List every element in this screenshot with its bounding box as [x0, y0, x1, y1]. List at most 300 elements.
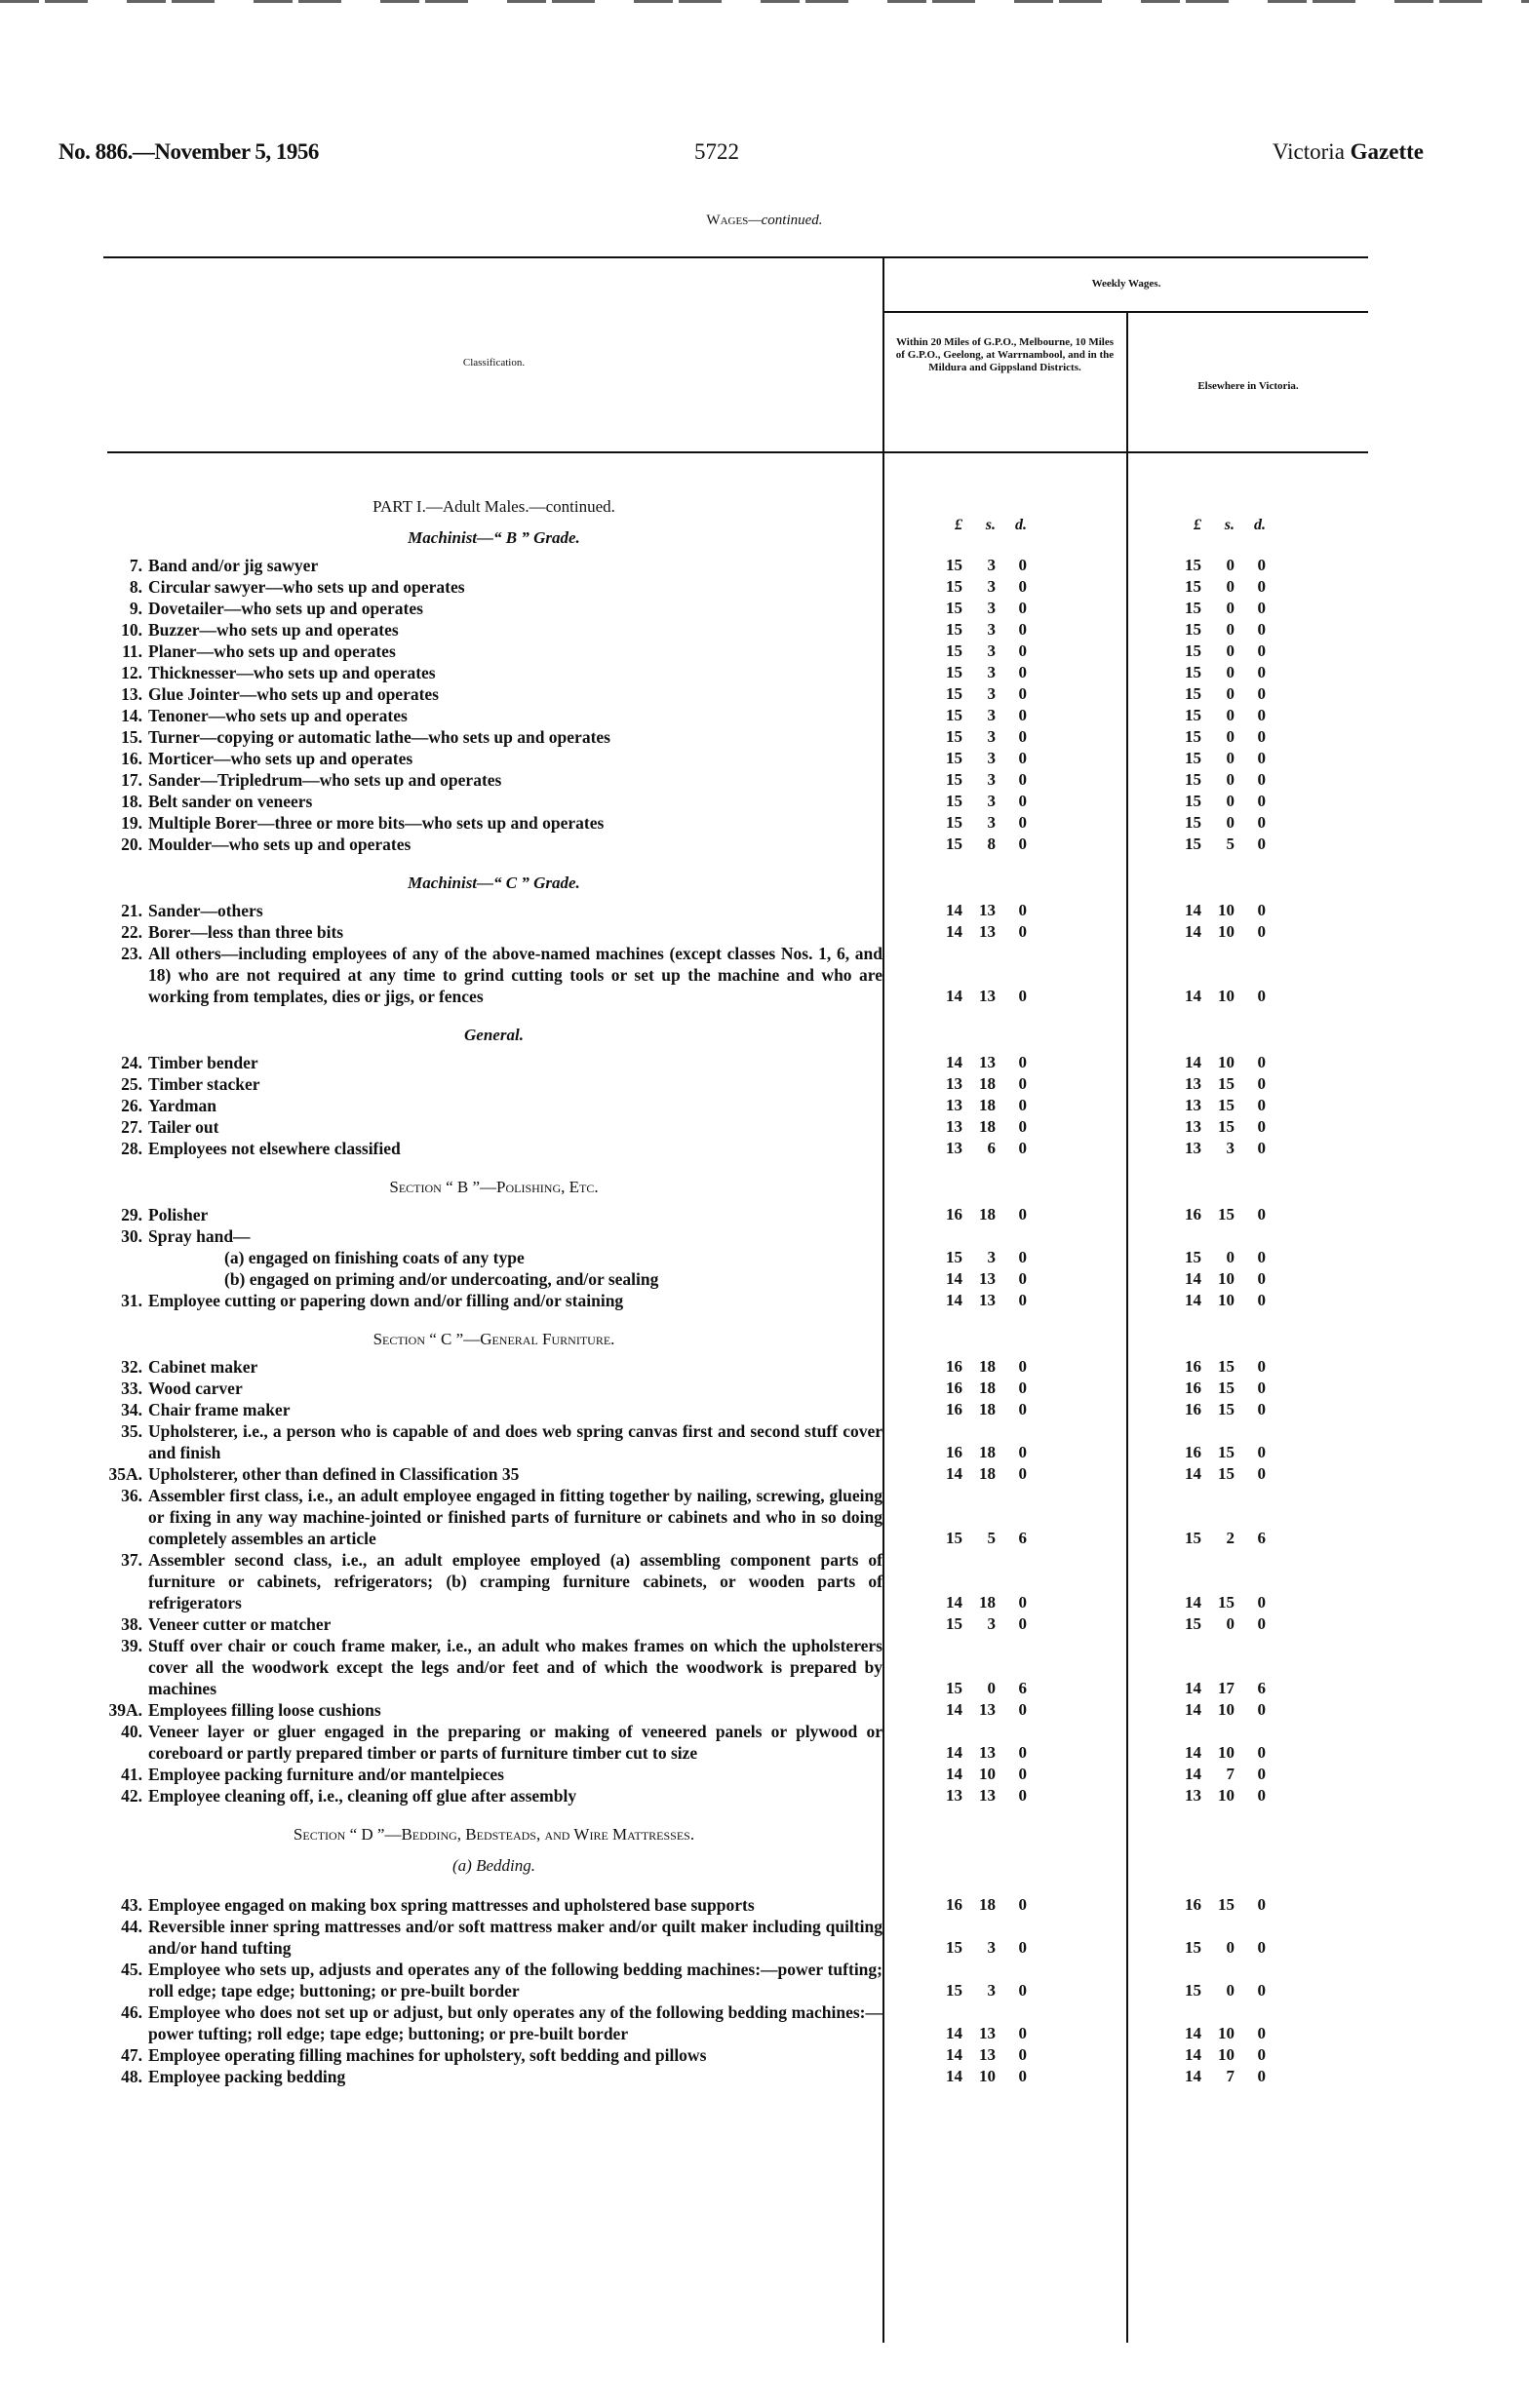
wage-pence: 6 [1018, 1529, 1027, 1547]
wage-within-20-miles [939, 1442, 1076, 1463]
wage-pence: 0 [1257, 663, 1266, 681]
wage-pounds: 14 [1185, 1700, 1201, 1719]
wage-pounds: 14 [1185, 1269, 1201, 1288]
classification-number: 39A. [108, 1700, 142, 1720]
wage-elsewhere [1178, 1247, 1314, 1268]
wage-pounds: 16 [1185, 1400, 1201, 1418]
classification-text: Band and/or jig sawyer [148, 556, 319, 575]
wage-shillings: 3 [987, 706, 996, 724]
section-subheading: (a) Bedding. [452, 1856, 535, 1875]
wage-shillings: 10 [1218, 1786, 1235, 1805]
wage-pounds: 14 [946, 1700, 962, 1719]
wage-shillings: 0 [1226, 792, 1235, 810]
wage-elsewhere [1178, 1073, 1314, 1095]
classification-number: 28. [121, 1139, 142, 1158]
wage-elsewhere [1178, 748, 1314, 769]
table-row [105, 662, 1368, 683]
wage-pence: 0 [1257, 1117, 1266, 1136]
classification-cell [105, 1549, 882, 1613]
wage-shillings: 18 [979, 1074, 996, 1093]
table-row [105, 1785, 1368, 1806]
wage-pence: 0 [1018, 922, 1027, 941]
wage-within-20-miles [939, 1699, 1076, 1721]
wage-pence: 0 [1257, 813, 1266, 832]
classification-cell [105, 1785, 882, 1806]
wage-pence: 0 [1018, 727, 1027, 746]
wage-pence: 0 [1257, 2024, 1266, 2042]
wage-pence: 0 [1257, 792, 1266, 810]
wage-pence: 0 [1018, 1786, 1027, 1805]
classification-header: Classification. [462, 357, 526, 369]
table-row [105, 1356, 1368, 1378]
table-row [105, 1399, 1368, 1420]
wage-pounds: 14 [1185, 2067, 1201, 2085]
classification-cell [105, 641, 882, 662]
classification-number: 45. [121, 1960, 142, 1979]
wage-within-20-miles [939, 2023, 1076, 2044]
wage-elsewhere [1178, 1528, 1314, 1549]
wage-within-20-miles [939, 791, 1076, 812]
wage-pounds: 16 [946, 1357, 962, 1376]
classification-cell [105, 791, 882, 812]
classification-number: 40. [121, 1722, 142, 1741]
classification-cell [105, 1095, 882, 1116]
wage-pounds: 15 [946, 1938, 962, 1957]
classification-cell [105, 1463, 882, 1485]
wage-within-20-miles [939, 748, 1076, 769]
wage-pence: 0 [1257, 1248, 1266, 1266]
classification-cell [105, 1356, 882, 1378]
table-row [105, 598, 1368, 619]
wage-pounds: 14 [1185, 922, 1201, 941]
classification-cell [105, 2066, 882, 2087]
wage-pence: 0 [1018, 599, 1027, 617]
wage-within-20-miles [939, 1073, 1076, 1095]
wage-pence: 6 [1018, 1679, 1027, 1697]
classification-number: 18. [121, 792, 142, 811]
wage-elsewhere [1178, 986, 1314, 1007]
table-row [105, 1116, 1368, 1138]
unit-shillings: s. [1224, 517, 1235, 533]
classification-text: Buzzer—who sets up and operates [148, 620, 399, 640]
wage-within-20-miles [939, 1095, 1076, 1116]
classification-cell [105, 598, 882, 619]
classification-cell [105, 1290, 882, 1311]
wage-pence: 0 [1018, 1379, 1027, 1397]
classification-number: 32. [121, 1357, 142, 1377]
classification-number: 43. [121, 1895, 142, 1915]
wage-shillings: 0 [1226, 1248, 1235, 1266]
classification-number: 42. [121, 1786, 142, 1806]
classification-text: Veneer layer or gluer engaged in the preparing or making of veneered panels or plywood or coreboard or partly prepared timber or parts of furniture timber cut to size [148, 1722, 882, 1763]
wage-within-20-miles [939, 1052, 1076, 1073]
part-title: PART I.—Adult Males.—continued. [372, 497, 615, 516]
table-row [105, 2001, 1368, 2044]
wage-shillings: 10 [1218, 2024, 1235, 2042]
wage-within-20-miles [939, 683, 1076, 705]
wage-pence: 0 [1257, 620, 1266, 639]
wage-shillings: 13 [979, 1786, 996, 1805]
table-row [105, 812, 1368, 834]
wage-elsewhere [1178, 619, 1314, 641]
page-number: 5722 [694, 139, 739, 164]
unit-pounds: £ [1194, 517, 1201, 533]
wage-shillings: 0 [1226, 620, 1235, 639]
wage-within-20-miles [939, 726, 1076, 748]
wage-pounds: 15 [946, 556, 962, 574]
wage-pence: 0 [1018, 749, 1027, 767]
wage-pence: 0 [1018, 1614, 1027, 1633]
classification-cell [105, 2001, 882, 2044]
section-heading: Section “ D ”—Bedding, Bedsteads, and Wire Mattresses. [293, 1825, 695, 1844]
classification-cell [105, 1138, 882, 1159]
wage-pence: 0 [1257, 1464, 1266, 1483]
classification-cell [105, 1613, 882, 1635]
wage-within-20-miles [939, 598, 1076, 619]
wage-within-20-miles [939, 1138, 1076, 1159]
classification-cell [105, 1916, 882, 1959]
wages-table [105, 256, 1368, 2343]
table-top-rule [103, 256, 1368, 258]
wage-pounds: 15 [946, 599, 962, 617]
wage-shillings: 3 [987, 556, 996, 574]
classification-text: Assembler first class, i.e., an adult employee engaged in fitting together by nailing, screwing, glueing or fixing in any way machine-jointed or finished parts of furniture or cabinets and who in so doing completely assembles an article [148, 1486, 882, 1548]
wage-shillings: 18 [979, 1593, 996, 1612]
wage-pounds: 15 [1185, 813, 1201, 832]
wage-pence: 0 [1257, 749, 1266, 767]
wage-shillings: 10 [979, 1765, 996, 1783]
wage-elsewhere [1178, 705, 1314, 726]
wage-elsewhere [1178, 834, 1314, 855]
wage-pence: 6 [1257, 1679, 1266, 1697]
table-row [105, 1894, 1368, 1916]
classification-number: 10. [121, 620, 142, 640]
wage-elsewhere [1178, 1116, 1314, 1138]
wage-pounds: 15 [946, 1529, 962, 1547]
wage-within-20-miles [939, 1764, 1076, 1785]
wage-elsewhere [1178, 1204, 1314, 1225]
section-heading: General. [464, 1026, 524, 1044]
wage-pounds: 15 [1185, 835, 1201, 853]
table-row [105, 1764, 1368, 1785]
wage-pounds: 15 [1185, 1248, 1201, 1266]
wage-shillings: 18 [979, 1443, 996, 1461]
table-row [105, 1916, 1368, 1959]
wage-pence: 0 [1257, 1096, 1266, 1114]
wage-shillings: 7 [1226, 1765, 1235, 1783]
section-heading: Machinist—“ C ” Grade. [408, 874, 580, 892]
classification-cell [105, 1225, 882, 1247]
wage-shillings: 10 [1218, 2045, 1235, 2064]
wage-pence: 0 [1257, 2045, 1266, 2064]
wage-within-20-miles [939, 921, 1076, 943]
wage-pounds: 16 [1185, 1357, 1201, 1376]
wage-pence: 0 [1018, 1765, 1027, 1783]
classification-text: Employee engaged on making box spring mattresses and upholstered base supports [148, 1895, 755, 1915]
wage-shillings: 18 [979, 1357, 996, 1376]
wage-pounds: 16 [946, 1443, 962, 1461]
table-row [105, 2044, 1368, 2066]
wage-within-20-miles [939, 1290, 1076, 1311]
wage-within-20-miles [939, 1785, 1076, 1806]
classification-cell [105, 1635, 882, 1699]
wage-pounds: 15 [1185, 792, 1201, 810]
wage-shillings: 15 [1218, 1400, 1235, 1418]
issue-date: No. 886.—November 5, 1956 [59, 139, 319, 164]
wage-pounds: 13 [1185, 1139, 1201, 1157]
classification-cell [105, 769, 882, 791]
wage-pence: 0 [1018, 577, 1027, 596]
wage-pence: 0 [1018, 813, 1027, 832]
wage-pence: 0 [1018, 987, 1027, 1005]
wage-within-20-miles [939, 641, 1076, 662]
wage-pounds: 15 [946, 1614, 962, 1633]
classification-number: 15. [121, 727, 142, 747]
section-heading: Section “ B ”—Polishing, Etc. [389, 1178, 599, 1196]
table-row [105, 1721, 1368, 1764]
wage-pounds: 13 [946, 1117, 962, 1136]
unit-pounds: £ [955, 517, 962, 533]
wage-within-20-miles [939, 986, 1076, 1007]
wage-pence: 0 [1257, 1443, 1266, 1461]
wage-pounds: 14 [946, 1291, 962, 1309]
wage-pence: 0 [1018, 620, 1027, 639]
wage-pence: 0 [1257, 556, 1266, 574]
wage-pence: 0 [1018, 1743, 1027, 1762]
wage-within-20-miles [939, 1937, 1076, 1959]
classification-number: 22. [121, 922, 142, 942]
wage-pounds: 16 [946, 1400, 962, 1418]
wage-shillings: 0 [1226, 813, 1235, 832]
classification-number: 34. [121, 1400, 142, 1419]
classification-text: Employee operating filling machines for upholstery, soft bedding and pillows [148, 2045, 707, 2065]
wage-pence: 0 [1257, 706, 1266, 724]
classification-text: Spray hand— [148, 1226, 251, 1246]
wage-shillings: 0 [1226, 684, 1235, 703]
wage-pounds: 15 [946, 706, 962, 724]
wage-pounds: 14 [946, 1765, 962, 1783]
wage-within-20-miles [939, 1678, 1076, 1699]
wage-pounds: 15 [1185, 620, 1201, 639]
wage-within-20-miles [939, 2066, 1076, 2087]
table-row [105, 921, 1368, 943]
wage-within-20-miles [939, 2044, 1076, 2066]
wage-elsewhere [1178, 726, 1314, 748]
wage-pence: 0 [1257, 1357, 1266, 1376]
classification-text: Employees not elsewhere classified [148, 1139, 401, 1158]
classification-number: 19. [121, 813, 142, 833]
wage-elsewhere [1178, 2066, 1314, 2087]
classification-number: 9. [129, 599, 142, 618]
wage-shillings: 18 [979, 1895, 996, 1914]
wage-pence: 0 [1018, 1593, 1027, 1612]
wage-pence: 0 [1257, 684, 1266, 703]
wage-within-20-miles [939, 834, 1076, 855]
wage-pounds: 14 [1185, 1679, 1201, 1697]
wage-pounds: 15 [1185, 663, 1201, 681]
wage-within-20-miles [939, 812, 1076, 834]
classification-text: Upholsterer, other than defined in Classification 35 [148, 1464, 520, 1484]
classification-number: 24. [121, 1053, 142, 1072]
wage-elsewhere [1178, 1699, 1314, 1721]
wage-elsewhere [1178, 1894, 1314, 1916]
unit-pence: d. [1015, 517, 1027, 533]
wage-shillings: 3 [987, 770, 996, 789]
wage-pounds: 13 [946, 1074, 962, 1093]
table-row [105, 1268, 1368, 1290]
wage-pence: 0 [1018, 2024, 1027, 2042]
table-row [105, 726, 1368, 748]
wage-pence: 6 [1257, 1529, 1266, 1547]
wage-shillings: 3 [1226, 1139, 1235, 1157]
wage-pence: 0 [1257, 770, 1266, 789]
classification-number: 16. [121, 749, 142, 768]
wage-within-20-miles [939, 1592, 1076, 1613]
classification-cell [105, 1247, 882, 1268]
classification-cell [105, 834, 882, 855]
table-row [105, 619, 1368, 641]
page-subtitle [0, 213, 1529, 229]
weekly-wages-rule [884, 311, 1368, 313]
wage-pounds: 15 [946, 641, 962, 660]
wage-elsewhere [1178, 769, 1314, 791]
wage-elsewhere [1178, 812, 1314, 834]
wage-within-20-miles [939, 900, 1076, 921]
wage-pence: 0 [1018, 2045, 1027, 2064]
wage-shillings: 15 [1218, 1464, 1235, 1483]
classification-number: 25. [121, 1074, 142, 1094]
wage-within-20-miles [939, 1613, 1076, 1635]
page-header [59, 139, 1463, 178]
wage-elsewhere [1178, 641, 1314, 662]
wage-pence: 0 [1018, 684, 1027, 703]
subtitle-main: Wages [706, 213, 749, 228]
wage-pence: 0 [1018, 1938, 1027, 1957]
wage-elsewhere [1178, 1290, 1314, 1311]
wage-shillings: 3 [987, 577, 996, 596]
classification-text: Employee cleaning off, i.e., cleaning off glue after assembly [148, 1786, 577, 1806]
wage-pence: 0 [1018, 1443, 1027, 1461]
wage-elsewhere [1178, 598, 1314, 619]
wage-pounds: 15 [946, 770, 962, 789]
wage-shillings: 3 [987, 1248, 996, 1266]
classification-number: 17. [121, 770, 142, 790]
wage-within-20-miles [939, 1116, 1076, 1138]
classification-text: Veneer cutter or matcher [148, 1614, 332, 1634]
wage-pence: 0 [1257, 1614, 1266, 1633]
wage-shillings: 3 [987, 727, 996, 746]
classification-cell [105, 1894, 882, 1916]
wage-elsewhere [1178, 1052, 1314, 1073]
classification-text: Employee packing furniture and/or mantelpieces [148, 1765, 504, 1784]
table-row [105, 1485, 1368, 1549]
classification-text: Moulder—who sets up and operates [148, 835, 412, 854]
wage-pence: 0 [1257, 1205, 1266, 1223]
classification-text: Glue Jointer—who sets up and operates [148, 684, 439, 704]
publication-name [1273, 139, 1424, 165]
wage-pounds: 13 [1185, 1786, 1201, 1805]
wage-shillings: 10 [1218, 1700, 1235, 1719]
wage-pounds: 14 [946, 987, 962, 1005]
wage-within-20-miles [939, 1980, 1076, 2001]
classification-cell [105, 812, 882, 834]
classification-cell [105, 1721, 882, 1764]
wage-pence: 0 [1257, 1765, 1266, 1783]
wage-within-20-miles [939, 1463, 1076, 1485]
wage-shillings: 18 [979, 1096, 996, 1114]
table-row [105, 2066, 1368, 2087]
classification-text: Employee who does not set up or adjust, but only operates any of the following bedding machines:—power tufting; roll edge; tape edge; buttoning; or pre-built border [148, 2002, 882, 2043]
wage-shillings: 13 [979, 1053, 996, 1071]
wage-shillings: 17 [1218, 1679, 1235, 1697]
wage-pounds: 13 [946, 1139, 962, 1157]
wage-shillings: 5 [1226, 835, 1235, 853]
unit-pence: d. [1254, 517, 1266, 533]
wage-pounds: 15 [1185, 706, 1201, 724]
wage-within-20-miles [939, 705, 1076, 726]
wage-pounds: 14 [946, 1743, 962, 1762]
wage-pence: 0 [1018, 1053, 1027, 1071]
wage-pence: 0 [1018, 1895, 1027, 1914]
classification-text: Upholsterer, i.e., a person who is capable of and does web spring canvas first and second stuff cover and finish [148, 1421, 882, 1462]
classification-cell [105, 900, 882, 921]
wage-pence: 0 [1257, 987, 1266, 1005]
wage-pence: 0 [1257, 1938, 1266, 1957]
wage-pence: 0 [1018, 2067, 1027, 2085]
table-body [105, 483, 1368, 2087]
wage-shillings: 0 [1226, 556, 1235, 574]
wage-shillings: 7 [1226, 2067, 1235, 2085]
wage-pounds: 15 [1185, 1981, 1201, 2000]
classification-cell [105, 1764, 882, 1785]
wage-pounds: 15 [946, 1679, 962, 1697]
classification-text: (a) engaged on finishing coats of any type [224, 1248, 525, 1267]
wage-pence: 0 [1018, 556, 1027, 574]
wage-elsewhere [1178, 1678, 1314, 1699]
wage-pounds: 15 [1185, 749, 1201, 767]
wage-pounds: 14 [1185, 1765, 1201, 1783]
wage-pounds: 14 [1185, 2045, 1201, 2064]
wage-shillings: 15 [1218, 1895, 1235, 1914]
table-row [105, 900, 1368, 921]
wage-shillings: 3 [987, 749, 996, 767]
table-row [105, 1138, 1368, 1159]
classification-cell [105, 1204, 882, 1225]
wage-pence: 0 [1257, 1400, 1266, 1418]
wage-shillings: 3 [987, 1614, 996, 1633]
wage-shillings: 3 [987, 1938, 996, 1957]
wage-shillings: 6 [987, 1139, 996, 1157]
wage-shillings: 3 [987, 792, 996, 810]
table-row [105, 1225, 1368, 1247]
table-row [105, 1095, 1368, 1116]
wage-elsewhere [1178, 2023, 1314, 2044]
wage-pence: 0 [1257, 1895, 1266, 1914]
wage-pounds: 15 [1185, 577, 1201, 596]
wage-shillings: 15 [1218, 1117, 1235, 1136]
wage-elsewhere [1178, 662, 1314, 683]
wage-pence: 0 [1257, 1291, 1266, 1309]
classification-cell [105, 1116, 882, 1138]
classification-cell [105, 555, 882, 576]
wage-pence: 0 [1018, 835, 1027, 853]
wage-shillings: 0 [1226, 663, 1235, 681]
wage-shillings: 5 [987, 1529, 996, 1547]
wage-elsewhere [1178, 1356, 1314, 1378]
classification-text: Morticer—who sets up and operates [148, 749, 413, 768]
wage-within-20-miles [939, 662, 1076, 683]
wage-elsewhere [1178, 1937, 1314, 1959]
